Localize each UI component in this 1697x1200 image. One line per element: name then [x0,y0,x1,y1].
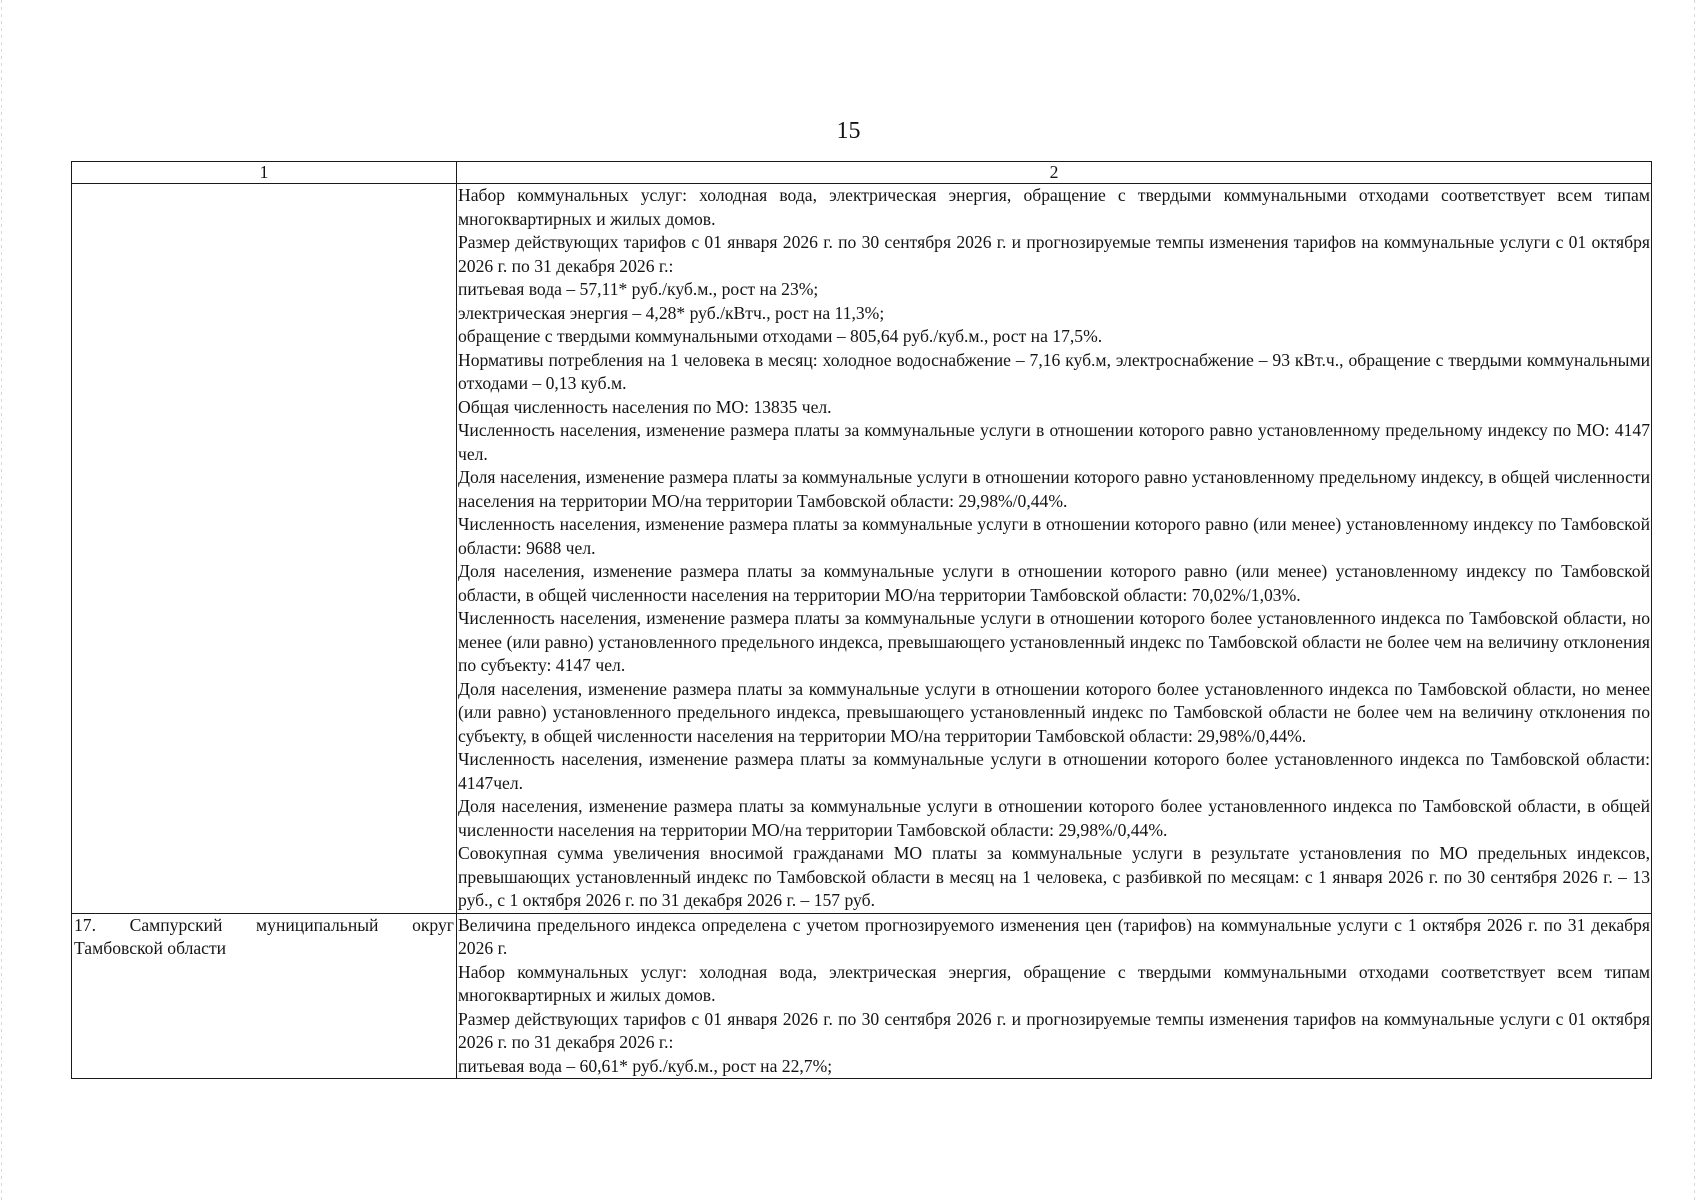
paragraph: электрическая энергия – 4,28* руб./кВтч., рост на 11,3%; [458,302,885,323]
paragraph: Доля населения, изменение размера платы за коммунальные услуги в отношении которого более установленного индекса по Тамбовской области, в общей численности населения на территории МО/на территории Тамбовской области: 29,98%/0,44%. [458,796,1650,840]
paragraph: Величина предельного индекса определена с учетом прогнозируемого изменения цен (тарифов) на коммунальные услуги с 1 октября 2026 г. по 31 декабря 2026 г. [458,914,1650,958]
paragraph: обращение с твердыми коммунальными отходами – 805,64 руб./куб.м., рост на 17,5%. [458,326,1103,346]
paragraph: Численность населения, изменение размера платы за коммунальные услуги в отношении которого равно установленному предельному индексу по МО: 4147 чел. [458,420,1650,464]
column-header-1: 1 [72,162,457,184]
column-header-2: 2 [457,162,1652,184]
region-cell [72,184,457,914]
tariff-table [71,161,1652,1079]
paragraph: Общая численность населения по МО: 13835 чел. [458,396,832,417]
scan-edge-right [1694,0,1695,1200]
paragraph: Численность населения, изменение размера платы за коммунальные услуги в отношении которого более установленного индекса по Тамбовской области: 4147чел. [458,749,1650,793]
paragraph: питьевая вода – 60,61* руб./куб.м., рост на 22,7%; [458,1055,833,1076]
description-cell [457,184,1652,914]
paragraph: Размер действующих тарифов с 01 января 2026 г. по 30 сентября 2026 г. и прогнозируемые темпы изменения тарифов на коммунальные услуги с 01 октября 2026 г. по 31 декабря 2026 г.: [458,232,1650,276]
paragraph: Численность населения, изменение размера платы за коммунальные услуги в отношении которого равно (или менее) установленному индексу по Тамбовской области: 9688 чел. [458,514,1650,558]
page-number: 15 [836,118,861,144]
scan-edge-left [1,0,2,1200]
region-name: 17. Сампурский муниципальный округ Тамбовской области [74,914,454,958]
paragraph: Доля населения, изменение размера платы за коммунальные услуги в отношении которого равно установленному предельному индексу, в общей численности населения на территории МО/на территории Тамбовской области: 29,98%/0,44%. [458,467,1650,511]
paragraph: Численность населения, изменение размера платы за коммунальные услуги в отношении которого более установленного индекса по Тамбовской области, но менее (или равно) установленного предельного индекса, превышающего установленный индекс по Тамбовской области не более чем на величину отклонения по субъекту: 4147 чел. [458,608,1650,675]
table-row [72,184,1652,914]
paragraph: Размер действующих тарифов с 01 января 2026 г. по 30 сентября 2026 г. и прогнозируемые темпы изменения тарифов на коммунальные услуги с 01 октября 2026 г. по 31 декабря 2026 г.: [458,1008,1650,1052]
region-cell [72,913,457,1079]
paragraph: Набор коммунальных услуг: холодная вода, электрическая энергия, обращение с твердыми коммунальными отходами соответствует всем типам многоквартирных и жилых домов. [458,185,1650,229]
table-row [72,913,1652,1079]
paragraph: Доля населения, изменение размера платы за коммунальные услуги в отношении которого более установленного индекса по Тамбовской области, но менее (или равно) установленного предельного индекса, превышающего установленный индекс по Тамбовской области не более чем на величину отклонения по субъекту, в общей численности населения на территории МО/на территории Тамбовской области: 29,98%/0,44%. [458,678,1650,746]
paragraph: Совокупная сумма увеличения вносимой гражданами МО платы за коммунальные услуги в результате установления по МО предельных индексов, превышающих установленный индекс по Тамбовской области в месяц на 1 человека, с разбивкой по месяцам: с 1 января 2026 г. по 30 сентября 2026 г. – 13 руб., с 1 октября 2026 г. по 31 декабря 2026 г. – 157 руб. [458,843,1650,910]
paragraph: Нормативы потребления на 1 человека в месяц: холодное водоснабжение – 7,16 куб.м, электроснабжение – 93 кВт.ч., обращение с твердыми коммунальными отходами – 0,13 куб.м. [458,349,1650,393]
table-header-row [72,162,1652,184]
paragraph: Набор коммунальных услуг: холодная вода, электрическая энергия, обращение с твердыми коммунальными отходами соответствует всем типам многоквартирных и жилых домов. [458,961,1650,1005]
paragraph: Доля населения, изменение размера платы за коммунальные услуги в отношении которого равно (или менее) установленному индексу по Тамбовской области, в общей численности населения на территории МО/на территории Тамбовской области: 70,02%/1,03%. [458,561,1650,605]
paragraph: питьевая вода – 57,11* руб./куб.м., рост на 23%; [458,279,819,299]
description-cell [457,913,1652,1079]
